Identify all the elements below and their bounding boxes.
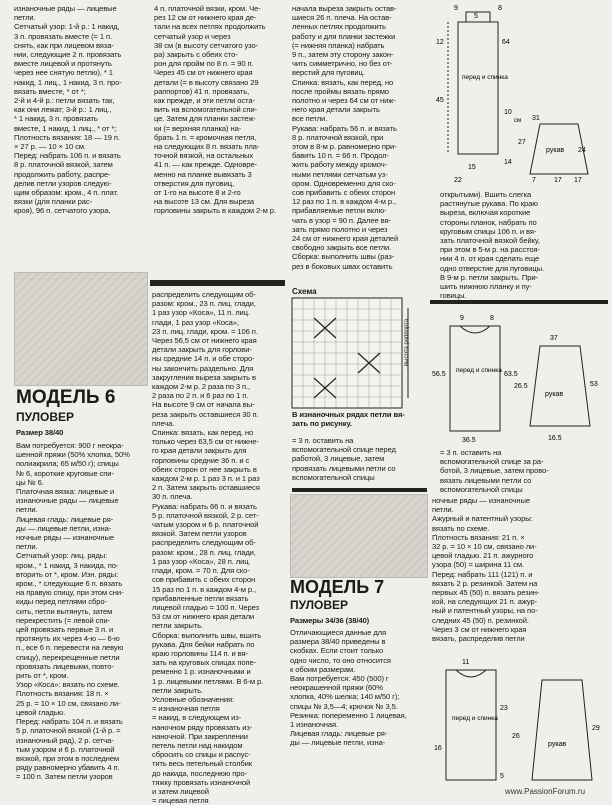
dim-31: 31 bbox=[532, 115, 540, 122]
model6-text: Вам потребуется: 900 г неокра- шенной пряжи (50% хлопка, 50% полиакрила; 65 м/50 г); спицы № 6, короткие круговые спи- цы № 6. Платочная вязка: лицевые и изнаночные ряды — лицевые петли. Лицевая гладь: лицевые ря- ды — лицевые петли, изна- ночные ряды — изнаночные петли. Сетчатый узор: лиц. ряды: кром., * 1 накид, 3 накида, по- вторить от *, кром. Изн. ряды: кром., * следующие 6 п. вязать на правую спицу, при этом сни- киды перед петлями сбро- сить, петли вытянуть, затем перекрестить (= левой спи- цей провязать первые 3 п. и протянуть их через 4-ю — 6-ю п., все 6 п. перевести на левую спицу), перекрещенные петли провязать лицевыми, повто- рить от *, кром. Узор «Коса»: вязать по схеме. Плотность вязания: 18 п. × 25 р. = 10 × 10 см, связано ли- цевой гладью. Перед: набрать 104 п. и вязать 5 р. платочной вязкой (1-й р. = изнаночный ряд), 2 р. сетча- тым узором и 6 р. платочной вязкой, при этом в последнем ряду равномерно убавить 4 п. = 100 п. Затем петли узоров bbox=[16, 441, 130, 782]
dim2-9: 9 bbox=[460, 315, 464, 322]
dim-15: 15 bbox=[468, 164, 476, 171]
dim-12: 12 bbox=[436, 39, 444, 46]
model7-subtitle: ПУЛОВЕР bbox=[290, 598, 349, 612]
model6-subtitle: ПУЛОВЕР bbox=[16, 410, 75, 424]
dim-10: 10 bbox=[504, 109, 512, 116]
pattern2-sleeve bbox=[530, 346, 590, 426]
pattern2-sleeve-label: рукав bbox=[545, 391, 564, 398]
pattern1-sleeve-label: рукав bbox=[546, 147, 565, 154]
dim-14: 14 bbox=[504, 159, 512, 166]
model7-text: Отличающиеся данные для размера 38/40 приведены в скобках. Если стоит только одно число, то оно относится к обоим размерам. Вам потребуется: 450 (500) г неокрашенной пряжи (60% хлопка, 40% шелка; 140 м/50 г); спицы № 3,5—4; крючок № 3,5. Резинка: попеременно 1 лицевая, 1 изнаночная. Лицевая гладь: лицевые ря- ды — лицевые петли, изна- bbox=[290, 628, 407, 748]
dim3-5: 5 bbox=[500, 773, 504, 780]
pattern1-name-line1: перед и спинка bbox=[462, 74, 508, 81]
col1-top-text: изнаночные ряды — лицевые петли. Сетчатый узор: 1-й р.: 1 накид, 3 п. провязать вместе (= 1 п. снять, как при лицевом вяза- нии, следующие 2 п. провязать вместе лицевой и протянуть через нее снятую петлю), * 1 накид, 1 лиц., 1 накид, 3 п. про- вязать вместе, * от *; 2-й и 4-й р.: петли вязать так, как они лежат; 3-й р.: 1 лиц., * 1 накид, 3 п. провязать вместе, 1 накид, 1 лиц., * от *; Плотность вязания: 18 — 19 п. × 27 р. — 10 × 10 см. Перед: набрать 106 п. и вязать 8 р. платочной вязкой, затем продолжить работу, распре- делив петли узоров следую- щим образом: кром., 4 п. плат. вязки (для планки рас- кроя), 96 п. сетчатого узора, bbox=[14, 4, 122, 216]
dim2-565: 56.5 bbox=[432, 371, 446, 378]
dim2-37: 37 bbox=[550, 335, 558, 342]
dim-22: 22 bbox=[454, 177, 462, 184]
model6-col2-text: распределить следующим об- разом: кром., 23 п. лиц. глади, 1 раз узор «Коса», 11 п. лиц. глади, 1 раз узор «Коса», 23 п. лиц. глади, кром. = 106 п. Через 56,5 см от нижнего края детали закрыть для горлови- ны средние 14 п. и обе сторо- ны закончить раздельно. Для закругления выреза закрыть в каждом 2-м р. 2 раза по 3 п., 2 раза по 2 п. и 6 раз по 1 п. На высоте 9 см от начала вы- реза закрыть оставшиеся 30 п. плеча. Спинка: вязать, как перед, но только через 63,5 см от нижне- го края детали закрыть для горловины средние 36 п. и с обеих сторон от нее закрыть в каждом 2-м р. 1 раз 3 п. и 1 раз 2 п. Затем закрыть оставшиеся 30 п. плеча. Рукава: набрать 66 п. и вязать 5 р. платочной вязкой, 2 р. сет- чатым узором и 6 р. платочной вязкой. Затем петли узоров распределить следующим об- разом: кром., 28 п. лиц. глади, 1 раз узор «Коса», 28 п. лиц. глади, кром. = 70 п. Для ско- сов прибавить с обеих сторон 15 раз по 1 п. в каждом 4-м р., прибавленные петли вязать лицевой гладью = 100 п. Через 53 см от нижнего края детали петли закрыть. Сборка: выполнить швы, вшить рукава. Для бейки набрать по краю горловины 114 п. и вя- зать на круговых спицах попе- ременно 1 р. изнаночными и 1 р. лицевыми петлями. В 6-м р. петли закрыть. Условные обозначения: = изнаночная петля = накид, в следующем из- наночном ряду провязать из- наночной. При закреплении петель петли над накидом сбросить со спицы и распус- тить весь петельный столбик до накида, последнюю про- тяжку провязать изнаночной и затем лицевой = лицевая петля bbox=[152, 290, 264, 805]
pattern1-front-body bbox=[458, 22, 498, 154]
scheme-rapport-label: высота раппорта bbox=[404, 318, 410, 366]
dim-45: 45 bbox=[436, 97, 444, 104]
dim-64: 64 bbox=[502, 39, 510, 46]
dim2-635: 63.5 bbox=[504, 371, 518, 378]
watermark: www.PassionForum.ru bbox=[505, 787, 586, 796]
dim-5: 5 bbox=[474, 13, 478, 20]
model6-title: МОДЕЛЬ 6 bbox=[16, 387, 116, 408]
dim-8: 8 bbox=[498, 5, 502, 12]
pattern2-svg bbox=[430, 306, 608, 446]
model6-photo bbox=[14, 272, 148, 386]
dim2-365: 36.5 bbox=[462, 437, 476, 444]
dim3-23: 23 bbox=[500, 705, 508, 712]
pattern-diagram-model5 bbox=[428, 4, 608, 186]
divider-band-right bbox=[430, 300, 608, 304]
model7-photo bbox=[290, 494, 428, 578]
pattern-diagram-model7 bbox=[432, 650, 608, 790]
dim2-8: 8 bbox=[490, 315, 494, 322]
col2-top-text: 4 п. платочной вязки, кром. Че- рез 12 см от нижнего края де- тали на всех петлях продолжить сетчатый узор и через 38 см (в высоту сетчатого узо- ра) закрыть с обеих сто- рон для пройм по 8 п. = 90 п. Через 45 см от нижнего края детали (= в высоту связано 29 раппортов) 41 п. провязать, как прежде, и эти петли оста- вить на вспомогательной спи- це. Затем для планки застеж- ки (= верхняя планка) на- брать 1 п. = кромочная петля, на следующих 8 п. вязать пла- точной вязкой, на остальных 41 п. — как прежде. Одновре- менно на планке вывязать 3 отверстия для пуговиц, от 1-го на высоте 8 и 2-го на высоте 13 см. Для выреза горловины закрыть в каждом 2-м р. bbox=[154, 4, 276, 216]
pattern1-svg bbox=[428, 4, 608, 186]
pattern3-body bbox=[446, 670, 496, 780]
dim3-26: 26 bbox=[512, 733, 520, 740]
pattern3-svg bbox=[432, 650, 608, 790]
dim3-11: 11 bbox=[462, 659, 470, 666]
pattern3-name: перед и спинка bbox=[452, 715, 498, 722]
model6-size: Размер 38/40 bbox=[16, 428, 64, 437]
scheme-caption: В изнаночных рядах петли вя- зать по рисунку. bbox=[292, 410, 405, 429]
dim2-265: 26.5 bbox=[514, 383, 528, 390]
pattern3-sleeve-label: рукав bbox=[548, 741, 567, 748]
pattern2-name: перед и спинка bbox=[456, 367, 502, 374]
col3-top-text: начала выреза закрыть остав- шиеся 26 п. плеча. На остав- ленных петлях продолжить работу и для планки застежки (= нижняя планка) набрать 9 п., затем эту сторону закон- чить симметрично, но без от- верстий для пуговиц. Спинка: вязать, как перед, но после проймы вязать прямо полотно и через 64 см от ниж- него края детали закрыть все петли. Рукава: набрать 56 п. и вязать 8 р. платочной вязкой, при этом в 8-м р. равномерно при- бавить 10 п. = 66 п. Продол- жить работу между кромоч- ными петлями сетчатым уз- ором. Одновременно для ско- сов прибавить с обеих сторон 12 раз по 1 п. в каждом 4-м р., прибавляемые петли вклю- чать в узор = 90 п. Далее вя- зать прямо полотно и через 24 см от нижнего края деталей свободно закрыть все петли. Сборка: выполнить швы (раз- рез в боковых швах оставить bbox=[292, 4, 399, 271]
scheme-title: Схема bbox=[292, 287, 317, 296]
dim3-16: 16 bbox=[434, 745, 442, 752]
dim-27: 27 bbox=[518, 139, 526, 146]
dim2-165: 16.5 bbox=[548, 435, 562, 442]
scheme-legend-right: = 3 п. оставить на вспомогательной спице за ра- ботой, 3 лицевые, затем прово- вязать лицевыми петли со вспомогательной спицы bbox=[440, 448, 549, 494]
dim-7: 7 bbox=[532, 177, 536, 184]
dim-17b: 17 bbox=[574, 177, 582, 184]
pattern-diagram-model6 bbox=[430, 306, 608, 446]
scheme-legend-left: = 3 п. оставить на вспомогательной спице перед работой, 3 лицевые, затем провязать лицевыми петли со вспомогательной спицы bbox=[292, 436, 396, 482]
scheme-chart bbox=[292, 298, 424, 408]
dim2-53: 53 bbox=[590, 381, 598, 388]
dim-9: 9 bbox=[454, 5, 458, 12]
pattern3-sleeve bbox=[532, 680, 592, 780]
dim-24: 24 bbox=[578, 147, 586, 154]
model7-title: МОДЕЛЬ 7 bbox=[290, 577, 385, 597]
model7-size: Размеры 34/36 (38/40) bbox=[290, 616, 370, 625]
pattern2-body bbox=[450, 326, 500, 431]
dim-17: 17 bbox=[554, 177, 562, 184]
dim3-29: 29 bbox=[592, 725, 600, 732]
col4-mid-text: открытыми). Вшить слегка растянутые рукава. По краю выреза, включая короткие стороны планок, набрать по круговым спицы 106 п. и вя- зать платочной вязкой бейку, при этом в 5-м р. на расстоя- нии 4 п. от края сделать еще одно отверстие для пуговицы. В 9-м р. петли закрыть. При- шить нижнюю планку и пу- говицы. bbox=[440, 190, 545, 301]
divider-band bbox=[150, 280, 285, 286]
model7-col4-text: ночные ряды — изнаночные петли. Ажурный и патентный узоры: вязать по схеме. Плотность вязания: 21 п. × 32 р. = 10 × 10 см, связано ли- цевой гладью. 21 п. ажурного узора (50) = ширина 11 см. Перед: набрать 111 (121) п. и вязать 2 р. резинкой. Затем на первых 45 (50) п. вязать резин- кой, на следующих 21 п. ажур- ный и патентный узоры, на по- следних 45 (50) п. резинкой. Через 3 см от нижнего края вязать, распределив петли bbox=[432, 496, 540, 644]
divider-band-2 bbox=[292, 488, 427, 492]
dim-unit: см bbox=[514, 118, 522, 124]
